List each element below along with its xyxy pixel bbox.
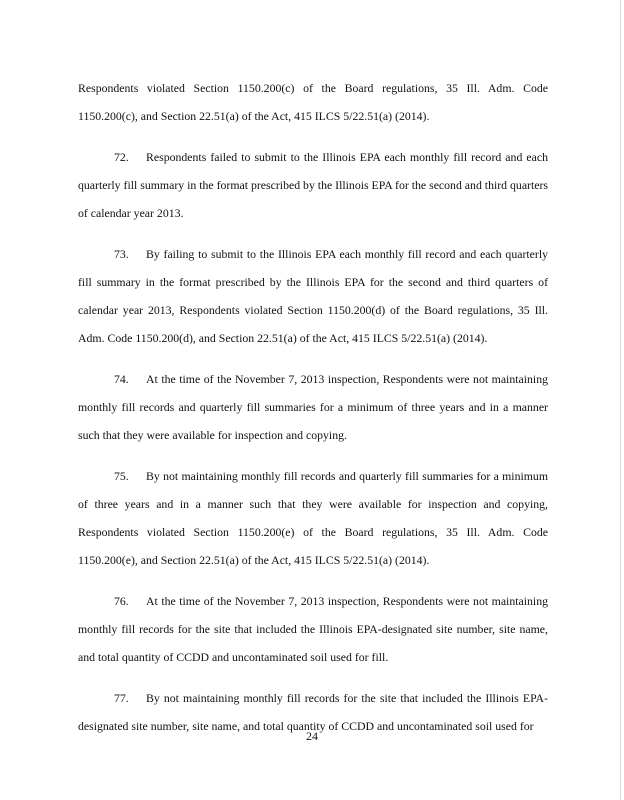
paragraph-number: 72.: [114, 150, 129, 164]
paragraph-text: At the time of the November 7, 2013 inspection, Respondents were not maintaining monthly fill records and quarterly fill summaries for a minimum of three years and in a manner such that they were available for inspection and copying.: [78, 372, 548, 442]
paragraph-text: By not maintaining monthly fill records for the site that included the Illinois EPA-designated site number, site name, and total quantity of CCDD and uncontaminated soil used for: [78, 691, 548, 733]
document-body: [78, 74, 548, 753]
paragraph-76: [78, 587, 548, 671]
continued-paragraph: Respondents violated Section 1150.200(c) of the Board regulations, 35 Ill. Adm. Code 1150.200(c), and Section 22.51(a) of the Act, 415 ILCS 5/22.51(a) (2014).: [78, 81, 548, 123]
paragraph-number: 74.: [114, 372, 129, 386]
paragraph-text: By not maintaining monthly fill records and quarterly fill summaries for a minimum of three years and in a manner such that they were available for inspection and copying, Respondents violated Section 1150.200(e) of the Board regulations, 35 Ill. Adm. Code 1150.200(e), and Section 22.51(a) of the Act, 415 ILCS 5/22.51(a) (2014).: [78, 469, 548, 567]
paragraph-text: By failing to submit to the Illinois EPA each monthly fill record and each quarterly fill summary in the format prescribed by the Illinois EPA for the second and third quarters of calendar year 2013, Respondents violated Section 1150.200(d) of the Board regulations, 35 Ill. Adm. Code 1150.200(d), and Section 22.51(a) of the Act, 415 ILCS 5/22.51(a) (2014).: [78, 247, 548, 345]
paragraph-text: At the time of the November 7, 2013 inspection, Respondents were not maintaining monthly fill records for the site that included the Illinois EPA-designated site number, site name, and total quantity of CCDD and uncontaminated soil used for fill.: [78, 594, 548, 664]
paragraph-number: 77.: [114, 691, 129, 705]
paragraph-72: [78, 143, 548, 227]
page-number: 24: [306, 729, 318, 743]
paragraph-text: Respondents failed to submit to the Illinois EPA each monthly fill record and each quarterly fill summary in the format prescribed by the Illinois EPA for the second and third quarters of calendar year 2013.: [78, 150, 549, 220]
paragraph-number: 73.: [114, 247, 129, 261]
paragraph-73: [78, 240, 548, 352]
paragraph-number: 75.: [114, 469, 129, 483]
paragraph-74: [78, 365, 548, 449]
paragraph-number: 76.: [114, 594, 129, 608]
paragraph-75: [78, 462, 548, 574]
scan-edge: [620, 0, 621, 800]
